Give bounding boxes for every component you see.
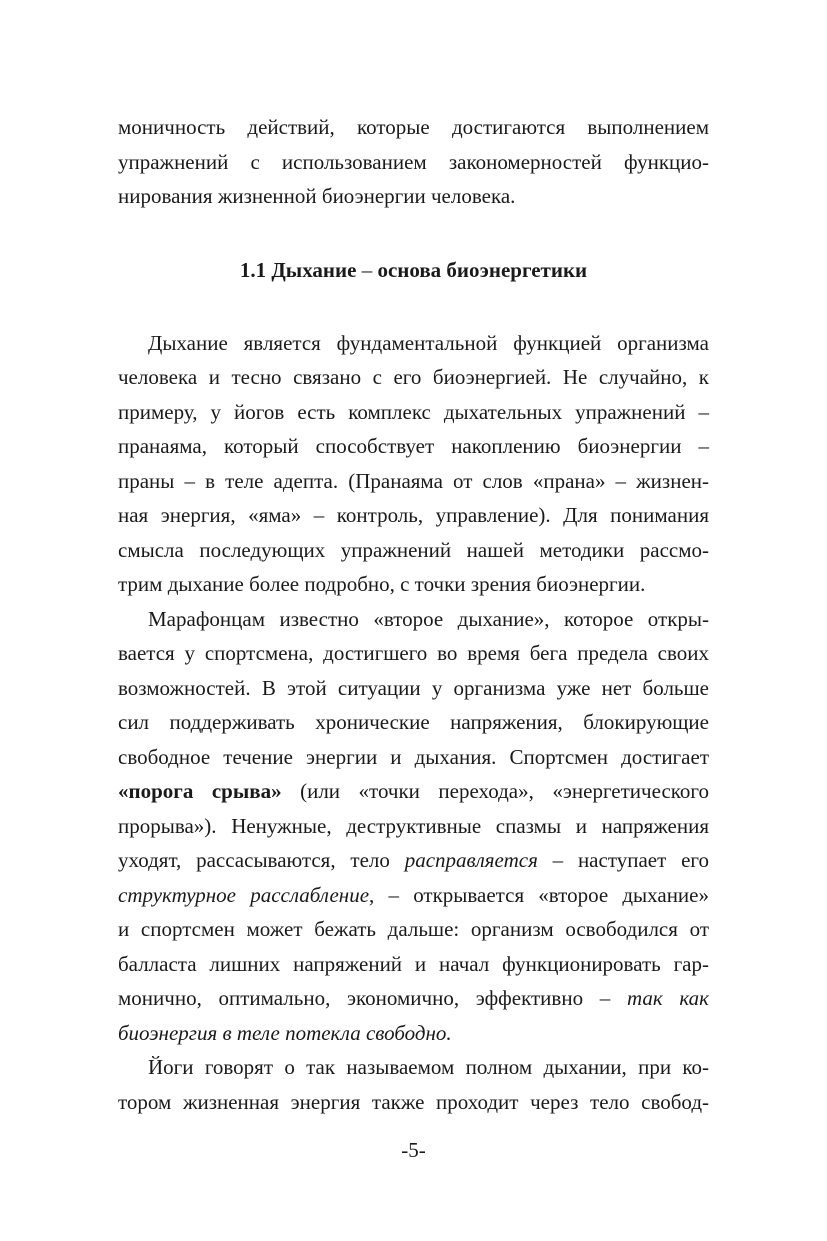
text-line: человека и тесно связано с его биоэнергией. Не случайно, к (118, 365, 709, 389)
page-number: -5- (401, 1138, 426, 1162)
text-line: возможностей. В этой ситуации у организма уже нет больше (118, 675, 709, 700)
text-line: Марафонцам известно «второе дыхание», которое откры- (148, 606, 709, 631)
text-fragment: , – открывается «второе дыхание» (369, 882, 709, 907)
text-line: тором жизненная энергия также проходит через тело свобод- (118, 1089, 709, 1114)
heading-subtitle: основа биоэнергетики (377, 257, 588, 282)
text-line: примеру, у йогов есть комплекс дыхательных упражнений – (118, 399, 709, 424)
heading-dash: – (356, 257, 378, 282)
text-line: праны – в теле адепта. (Пранаяма от слов «прана» – жизнен- (118, 468, 709, 493)
text-line: ная энергия, «яма» – контроль, управление). Для понимания (118, 503, 709, 527)
text-line: упражнений с использованием закономерностей функцио- (118, 149, 709, 174)
paragraph-second-wind (118, 602, 709, 1051)
text-line: нирования жизненной биоэнергии человека. (118, 184, 516, 208)
text-fragment: – наступает его (537, 848, 709, 872)
text-line: сил поддерживать хронические напряжения, блокирующие (118, 710, 709, 734)
text-line: моничность действий, которые достигаются выполнением (118, 115, 709, 139)
text-line: пранаяма, который способствует накоплению биоэнергии – (118, 434, 709, 458)
text-line: Йоги говорят о так называемом полном дыхании, при ко- (148, 1055, 709, 1079)
text-line: Дыхание является фундаментальной функцией организма (148, 330, 709, 355)
paragraph-yoga (118, 1050, 709, 1119)
intro-paragraph (118, 110, 709, 214)
text-line: балласта лишних напряжений и начал функционировать гар- (118, 951, 709, 976)
text-line: прорыва»). Ненужные, деструктивные спазмы и напряжения (118, 813, 709, 838)
text-line: вается у спортсмена, достигшего во время бега предела своих (118, 641, 709, 665)
italic-term: структурное расслабление (118, 882, 370, 907)
text-line: свободное течение энергии и дыхания. Спортсмен достигает (118, 744, 709, 769)
paragraph-breathing (118, 326, 709, 602)
page-body (118, 110, 709, 1119)
text-line (118, 774, 709, 809)
text-line: и спортсмен может бежать дальше: организм освободился от (118, 917, 709, 941)
text-fragment: (или «точки перехода», «энергетического (281, 779, 709, 803)
text-line (118, 1016, 709, 1051)
text-fragment: уходят, рассасываются, тело (118, 848, 405, 872)
bold-term: «порога срыва» (118, 779, 282, 803)
italic-term: биоэнергия в теле потекла свободно. (118, 1020, 452, 1045)
text-line (118, 878, 709, 913)
section-heading (118, 253, 709, 287)
heading-number-title: 1.1 Дыхание (239, 257, 357, 282)
text-fragment: монично, оптимально, экономично, эффективно – (118, 986, 627, 1010)
text-line: смысла последующих упражнений нашей методики рассмо- (118, 537, 709, 562)
text-line (118, 981, 709, 1016)
text-line (118, 843, 709, 878)
italic-term: так как (626, 986, 710, 1010)
italic-term: расправляется (404, 848, 538, 872)
text-line: трим дыхание более подробно, с точки зрения биоэнергии. (118, 572, 646, 596)
